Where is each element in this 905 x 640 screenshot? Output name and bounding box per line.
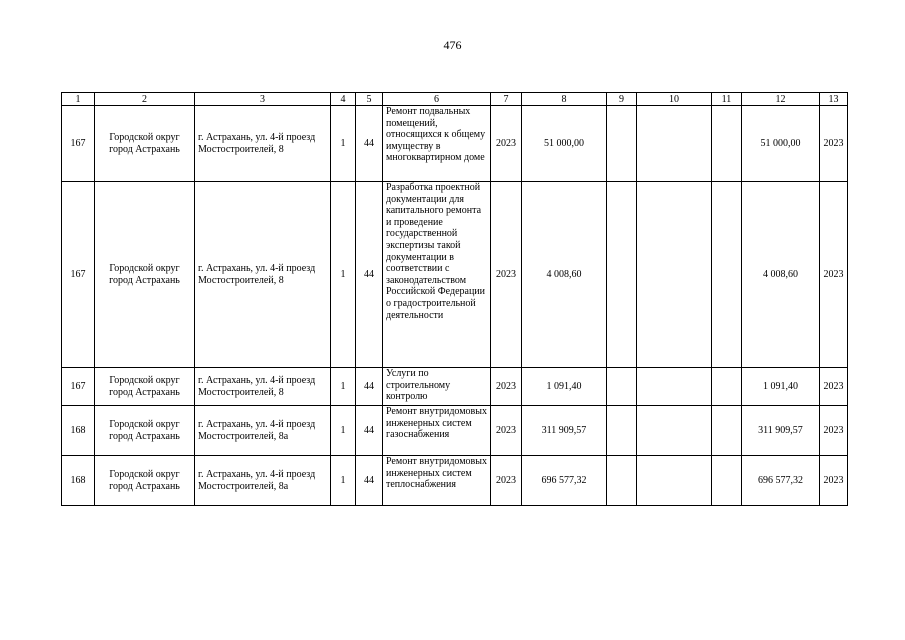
col12-cell: 311 909,57 [742, 406, 820, 456]
col13-cell: 2023 [820, 456, 848, 506]
municipality-cell: Городской округ город Астрахань [95, 106, 195, 182]
address-cell: г. Астрахань, ул. 4-й проезд Мостостроителей, 8а [195, 456, 331, 506]
work-type-cell: Ремонт внутридомовых инженерных систем газоснабжения [383, 406, 491, 456]
col13-cell: 2023 [820, 106, 848, 182]
year-cell: 2023 [491, 106, 522, 182]
column-header: 3 [195, 93, 331, 106]
col4-cell: 1 [331, 456, 356, 506]
col10-cell [637, 456, 712, 506]
work-type-cell: Разработка проектной документации для капитального ремонта и проведение государственной экспертизы такой документации в соответствии с законодательством Российской Федерации о градостроительной деятельности [383, 182, 491, 368]
year-cell: 2023 [491, 456, 522, 506]
col4-cell: 1 [331, 106, 356, 182]
col11-cell [712, 368, 742, 406]
total-cost-cell: 311 909,57 [522, 406, 607, 456]
col4-cell: 1 [331, 182, 356, 368]
col13-cell: 2023 [820, 368, 848, 406]
col13-cell: 2023 [820, 182, 848, 368]
column-header: 9 [607, 93, 637, 106]
column-number-row [62, 93, 848, 106]
col10-cell [637, 368, 712, 406]
col9-cell [607, 106, 637, 182]
column-header: 5 [356, 93, 383, 106]
col4-cell: 1 [331, 406, 356, 456]
col4-cell: 1 [331, 368, 356, 406]
col12-cell: 51 000,00 [742, 106, 820, 182]
row-number: 167 [62, 182, 95, 368]
table-row [62, 406, 848, 456]
total-cost-cell: 696 577,32 [522, 456, 607, 506]
work-type-cell: Ремонт внутридомовых инженерных систем теплоснабжения [383, 456, 491, 506]
col11-cell [712, 406, 742, 456]
col9-cell [607, 406, 637, 456]
address-cell: г. Астрахань, ул. 4-й проезд Мостостроителей, 8 [195, 182, 331, 368]
col9-cell [607, 456, 637, 506]
address-cell: г. Астрахань, ул. 4-й проезд Мостостроителей, 8 [195, 106, 331, 182]
address-cell: г. Астрахань, ул. 4-й проезд Мостостроителей, 8а [195, 406, 331, 456]
municipality-cell: Городской округ город Астрахань [95, 406, 195, 456]
col5-cell: 44 [356, 406, 383, 456]
col9-cell [607, 368, 637, 406]
column-header: 7 [491, 93, 522, 106]
table-row [62, 182, 848, 368]
col9-cell [607, 182, 637, 368]
column-header: 4 [331, 93, 356, 106]
total-cost-cell: 1 091,40 [522, 368, 607, 406]
year-cell: 2023 [491, 182, 522, 368]
col5-cell: 44 [356, 456, 383, 506]
col10-cell [637, 106, 712, 182]
municipality-cell: Городской округ город Астрахань [95, 368, 195, 406]
column-header: 6 [383, 93, 491, 106]
total-cost-cell: 4 008,60 [522, 182, 607, 368]
work-type-cell: Ремонт подвальных помещений, относящихся к общему имуществу в многоквартирном доме [383, 106, 491, 182]
municipality-cell: Городской округ город Астрахань [95, 182, 195, 368]
capital-repair-table [61, 92, 848, 506]
col11-cell [712, 182, 742, 368]
table-row [62, 456, 848, 506]
col5-cell: 44 [356, 368, 383, 406]
table-row [62, 106, 848, 182]
column-header: 12 [742, 93, 820, 106]
table-row [62, 368, 848, 406]
column-header: 8 [522, 93, 607, 106]
col13-cell: 2023 [820, 406, 848, 456]
col5-cell: 44 [356, 106, 383, 182]
row-number: 167 [62, 368, 95, 406]
municipality-cell: Городской округ город Астрахань [95, 456, 195, 506]
row-number: 168 [62, 406, 95, 456]
year-cell: 2023 [491, 368, 522, 406]
year-cell: 2023 [491, 406, 522, 456]
row-number: 168 [62, 456, 95, 506]
col5-cell: 44 [356, 182, 383, 368]
col12-cell: 696 577,32 [742, 456, 820, 506]
column-header: 1 [62, 93, 95, 106]
column-header: 2 [95, 93, 195, 106]
col12-cell: 1 091,40 [742, 368, 820, 406]
address-cell: г. Астрахань, ул. 4-й проезд Мостостроителей, 8 [195, 368, 331, 406]
col12-cell: 4 008,60 [742, 182, 820, 368]
row-number: 167 [62, 106, 95, 182]
column-header: 13 [820, 93, 848, 106]
column-header: 10 [637, 93, 712, 106]
total-cost-cell: 51 000,00 [522, 106, 607, 182]
col10-cell [637, 406, 712, 456]
col11-cell [712, 106, 742, 182]
work-type-cell: Услуги по строительному контролю [383, 368, 491, 406]
column-header: 11 [712, 93, 742, 106]
page-number: 476 [443, 38, 462, 52]
col11-cell [712, 456, 742, 506]
col10-cell [637, 182, 712, 368]
